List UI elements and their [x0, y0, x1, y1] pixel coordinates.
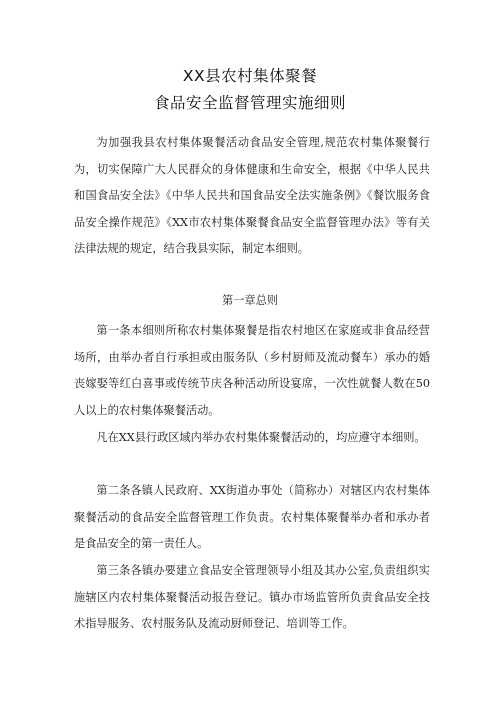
chapter-heading: 第一章总则	[222, 294, 278, 307]
preamble-section	[74, 130, 430, 263]
document-title-line-2: 食品安全监督管理实施细则	[153, 94, 346, 112]
preamble-paragraph: 为加强我县农村集体聚餐活动食品安全管理,规范农村集体聚餐行为，切实保障广大人民群众的身体健康和生命安全，根据《中华人民共和国食品安全法》《中华人民共和国食品安全法实施条例》《餐饮服务食品安全操作规范》《XX市农村集体聚餐食品安全监督管理办法》等有关法律法规的规定，结合我县实际，制定本细则。	[74, 136, 430, 255]
article-1-section	[74, 318, 430, 424]
article-1-scope-section	[74, 425, 430, 452]
article-2-paragraph: 第二条各镇人民政府、XX街道办事处（简称办）对辖区内农村集体聚餐活动的食品安全监督管理工作负责。农村集体聚餐举办者和承办者是食品安全的第一责任人。	[74, 484, 430, 550]
article-3-paragraph: 第三条各镇办要建立食品安全管理领导小组及其办公室,负责组织实施辖区内农村集体聚餐活动报告登记。镇办市场监管所负责食品安全技术指导服务、农村服务队及流动厨师登记、培训等工作。	[74, 564, 430, 630]
article-3-section	[74, 558, 430, 638]
article-1-paragraph: 第一条本细则所称农村集体聚餐是指农村地区在家庭或非食品经营场所，由举办者自行承担或由服务队（乡村厨师及流动餐车）承办的婚丧嫁娶等红白喜事或传统节庆各种活动所设宴席，一次性就餐人数在50人以上的农村集体聚餐活动。	[74, 324, 430, 417]
article-2-section	[74, 478, 430, 558]
article-1-scope-paragraph: 凡在XX县行政区域内举办农村集体聚餐活动的，均应遵守本细则。	[96, 431, 426, 444]
document-title-line-1: XX县农村集体聚餐	[182, 67, 318, 85]
